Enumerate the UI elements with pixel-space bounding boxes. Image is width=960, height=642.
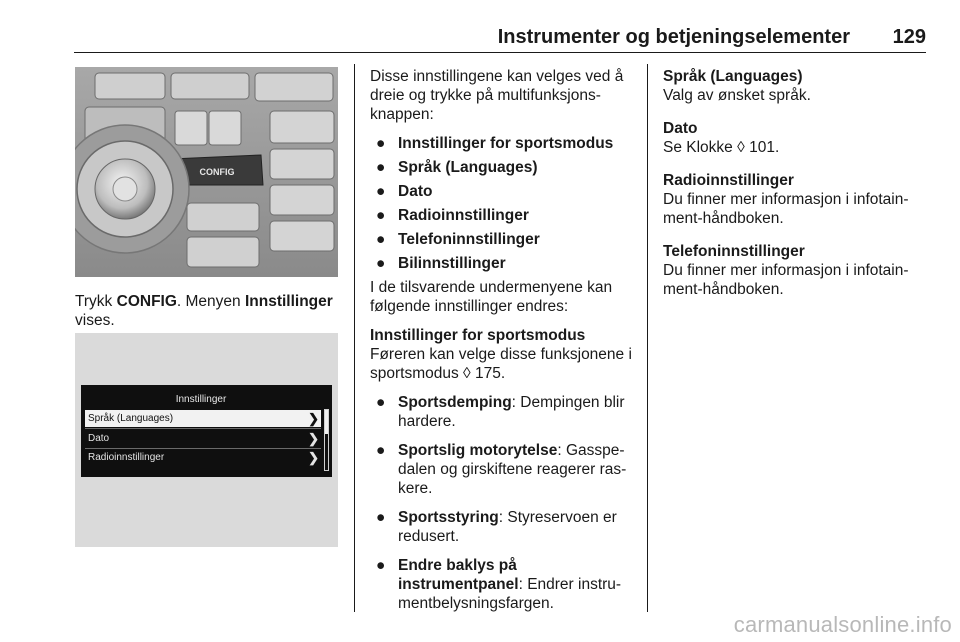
section-text: Du finner mer informasjon i infotain-ment-håndboken. xyxy=(663,191,909,227)
config-button-label: CONFIG xyxy=(199,167,235,177)
section-heading-phone: Telefoninnstillinger xyxy=(663,243,805,260)
section-heading-language: Språk (Languages) xyxy=(663,68,803,85)
chevron-right-icon: ❯ xyxy=(308,431,319,446)
option-desc: : Dempingen blir hardere. xyxy=(398,394,625,430)
bullet-icon: ● xyxy=(376,509,386,526)
list-item xyxy=(370,556,635,613)
header-title: Instrumenter og betjeningselementer xyxy=(497,26,850,48)
list-item xyxy=(370,230,635,249)
list-item xyxy=(370,134,635,153)
bullet-icon: ● xyxy=(376,207,386,224)
option-desc: : Endrer instru-mentbelysningsfargen. xyxy=(398,576,622,612)
caption-text: Trykk xyxy=(75,293,117,310)
screen-scrollbar xyxy=(324,409,329,471)
watermark: carmanualsonline.info xyxy=(733,612,952,637)
bullet-icon: ● xyxy=(376,159,386,176)
menu-item-label: Radioinnstillinger xyxy=(88,452,165,463)
intro-text: Disse innstillingene kan velges ved å dreie og trykke på multifunksjons-knappen: xyxy=(370,68,624,123)
list-item xyxy=(370,508,635,546)
bullet-icon: ● xyxy=(376,442,386,459)
caption-menu-name: Innstillinger xyxy=(244,293,333,310)
caption-text-2: . Menyen xyxy=(176,293,245,310)
section-text: Valg av ønsket språk. xyxy=(663,87,811,104)
bullet-icon: ● xyxy=(376,183,386,200)
bullet-icon: ● xyxy=(376,255,386,272)
list-item xyxy=(370,158,635,177)
bullet-icon: ● xyxy=(376,135,386,152)
sport-text: Føreren kan velge disse funksjonene i sportsmodus xyxy=(370,346,632,382)
bullet-icon: ● xyxy=(376,231,386,248)
page-number: 129 xyxy=(892,26,926,48)
option-desc: : Gasspe-dalen og girskiftene reagerer ras-kere. xyxy=(398,442,627,497)
section-ref: 101. xyxy=(749,139,780,156)
list-item-label: Bilinnstillinger xyxy=(398,255,506,272)
section-heading-date: Dato xyxy=(663,120,698,137)
control-panel-illustration xyxy=(75,67,338,277)
header-rule xyxy=(74,52,926,53)
screen-title: Innstillinger xyxy=(175,394,227,405)
section-heading-radio: Radioinnstillinger xyxy=(663,172,794,189)
screen-menu-item-language xyxy=(85,410,321,427)
list-item xyxy=(370,254,635,273)
column-divider-1 xyxy=(354,64,355,612)
list-item xyxy=(370,182,635,201)
caption-text-3: vises. xyxy=(75,312,115,329)
section-text: Du finner mer informasjon i infotain-ment-håndboken. xyxy=(663,262,909,298)
page-header xyxy=(74,26,926,50)
sport-heading: Innstillinger for sportsmodus xyxy=(370,327,586,344)
display-illustration xyxy=(75,333,338,547)
list-item xyxy=(370,206,635,225)
menu-item-label: Språk (Languages) xyxy=(88,413,174,424)
sub-intro-text: I de tilsvarende undermenyene kan følgende innstillinger endres: xyxy=(370,279,613,315)
chevron-right-icon: ❯ xyxy=(308,411,319,426)
option-term: Sportsdemping xyxy=(398,394,512,411)
screen-menu-item-date xyxy=(85,430,321,447)
option-desc: : Styreservoen er redusert. xyxy=(398,509,617,545)
menu-item-label: Dato xyxy=(88,433,110,444)
column-divider-2 xyxy=(647,64,648,612)
option-term: Endre baklys på instrumentpanel xyxy=(398,557,519,593)
list-item-label: Språk (Languages) xyxy=(398,159,538,176)
caption-config: CONFIG xyxy=(116,293,177,310)
settings-list xyxy=(370,134,635,273)
middle-column xyxy=(370,67,635,618)
right-column xyxy=(663,67,925,309)
reference-icon: ◊ xyxy=(463,365,471,382)
list-item xyxy=(370,441,635,498)
sport-ref: 175. xyxy=(475,365,506,382)
scrollbar-thumb xyxy=(325,410,328,434)
option-term: Sportsstyring xyxy=(398,509,499,526)
section-text: Se Klokke xyxy=(663,139,738,156)
control-panel-photo xyxy=(75,67,338,277)
reference-icon: ◊ xyxy=(737,139,745,156)
option-term: Sportslig motorytelse xyxy=(398,442,558,459)
list-item-label: Innstillinger for sportsmodus xyxy=(398,135,614,152)
list-item-label: Telefoninnstillinger xyxy=(398,231,540,248)
screen-menu-item-radio xyxy=(85,449,321,466)
list-item-label: Dato xyxy=(398,183,433,200)
list-item-label: Radioinnstillinger xyxy=(398,207,529,224)
bullet-icon: ● xyxy=(376,557,386,574)
menu-separator xyxy=(85,428,321,429)
chevron-right-icon: ❯ xyxy=(308,450,319,465)
bullet-icon: ● xyxy=(376,394,386,411)
list-item xyxy=(370,393,635,431)
display-screen xyxy=(81,385,332,477)
sport-options-list xyxy=(370,393,635,613)
